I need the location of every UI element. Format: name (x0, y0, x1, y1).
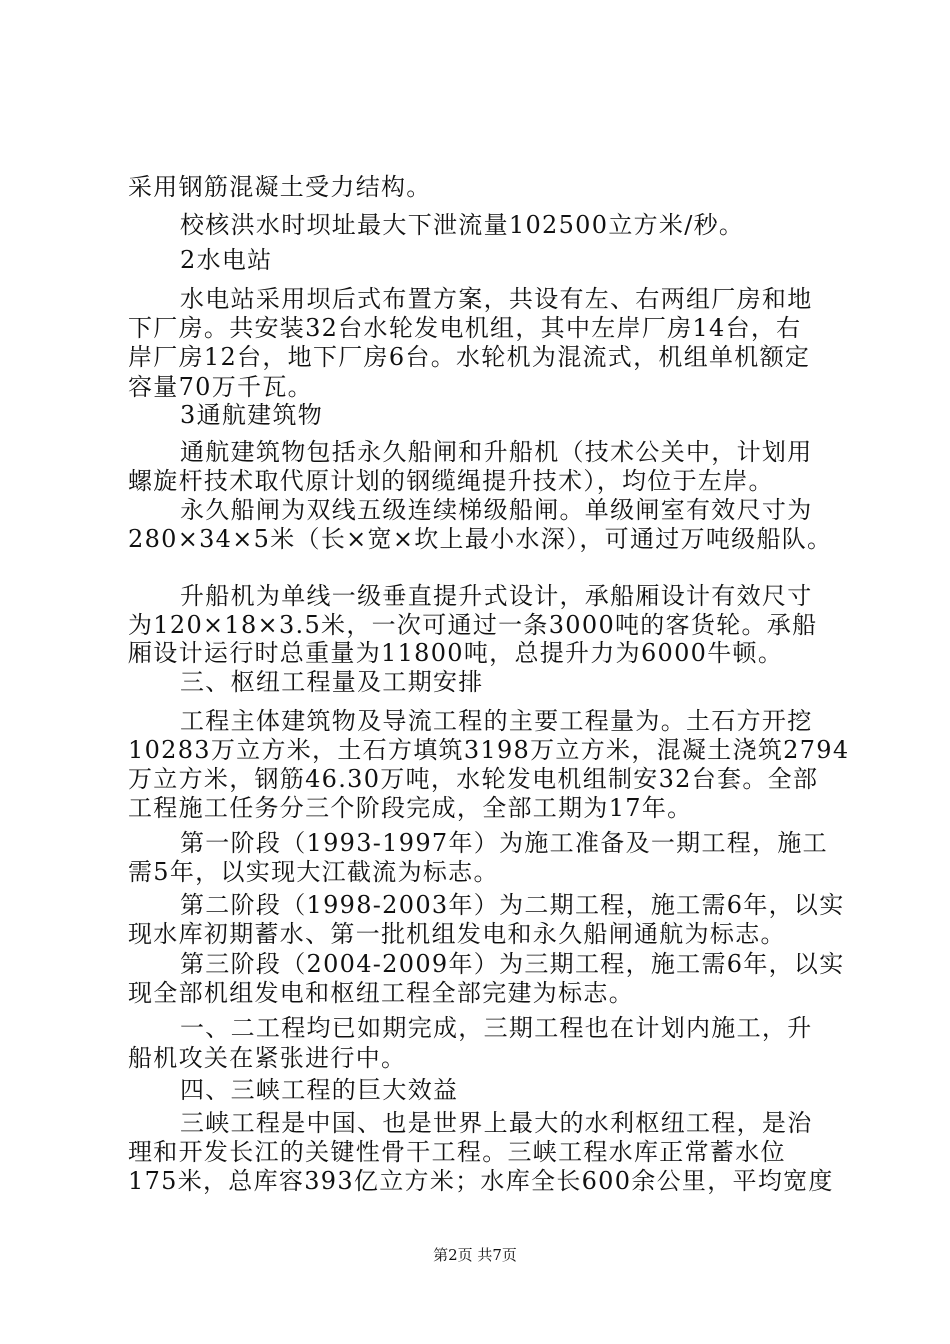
text-line: 永久船闸为双线五级连续梯级船闸。单级闸室有效尺寸为 (180, 496, 813, 524)
text-line: 三峡工程是中国、也是世界上最大的水利枢纽工程，是治 (180, 1109, 813, 1137)
section-heading: 2水电站 (180, 246, 273, 274)
text-line: 工程主体建筑物及导流工程的主要工程量为。土石方开挖 (180, 707, 813, 735)
section-heading: 四、三峡工程的巨大效益 (180, 1076, 459, 1104)
text-line: 第三阶段（2004-2009年）为三期工程，施工需6年，以实 (180, 950, 845, 978)
text-line: 水电站采用坝后式布置方案，共设有左、右两组厂房和地 (180, 285, 813, 313)
text-line: 校核洪水时坝址最大下泄流量102500立方米/秒。 (180, 211, 745, 239)
text-line: 船机攻关在紧张进行中。 (128, 1044, 407, 1072)
text-line: 岸厂房12台，地下厂房6台。水轮机为混流式，机组单机额定 (128, 343, 811, 371)
section-heading: 3通航建筑物 (180, 401, 324, 429)
text-line: 采用钢筋混凝土受力结构。 (128, 173, 432, 201)
text-line: 280×34×5米（长×宽×坎上最小水深），可通过万吨级船队。 (128, 525, 833, 553)
text-line: 需5年，以实现大江截流为标志。 (128, 858, 499, 886)
text-line: 现全部机组发电和枢纽工程全部完建为标志。 (128, 979, 634, 1007)
text-line: 第二阶段（1998-2003年）为二期工程，施工需6年，以实 (180, 891, 845, 919)
text-line: 现水库初期蓄水、第一批机组发电和永久船闸通航为标志。 (128, 920, 786, 948)
text-line: 一、二工程均已如期完成，三期工程也在计划内施工，升 (180, 1014, 813, 1042)
text-line: 厢设计运行时总重量为11800吨，总提升力为6000牛顿。 (128, 639, 784, 667)
text-line: 升船机为单线一级垂直提升式设计，承船厢设计有效尺寸 (180, 582, 813, 610)
text-line: 下厂房。共安装32台水轮发电机组，其中左岸厂房14台，右 (128, 314, 802, 342)
text-line: 容量70万千瓦。 (128, 373, 313, 401)
section-heading: 三、枢纽工程量及工期安排 (180, 668, 484, 696)
text-line: 175米，总库容393亿立方米；水库全长600余公里，平均宽度 (128, 1167, 834, 1195)
page-footer: 第2页 共7页 (433, 1246, 517, 1264)
text-line: 螺旋杆技术取代原计划的钢缆绳提升技术），均位于左岸。 (128, 467, 774, 495)
text-line: 理和开发长江的关键性骨干工程。三峡工程水库正常蓄水位 (128, 1138, 786, 1166)
text-line: 通航建筑物包括永久船闸和升船机（技术公关中，计划用 (180, 438, 813, 466)
text-line: 10283万立方米，土石方填筑3198万立方米，混凝土浇筑2794 (128, 736, 850, 764)
text-line: 工程施工任务分三个阶段完成，全部工期为17年。 (128, 794, 693, 822)
text-line: 为120×18×3.5米，一次可通过一条3000吨的客货轮。承船 (128, 611, 818, 639)
text-line: 第一阶段（1993-1997年）为施工准备及一期工程，施工 (180, 829, 828, 857)
text-line: 万立方米，钢筋46.30万吨，水轮发电机组制安32台套。全部 (128, 765, 819, 793)
